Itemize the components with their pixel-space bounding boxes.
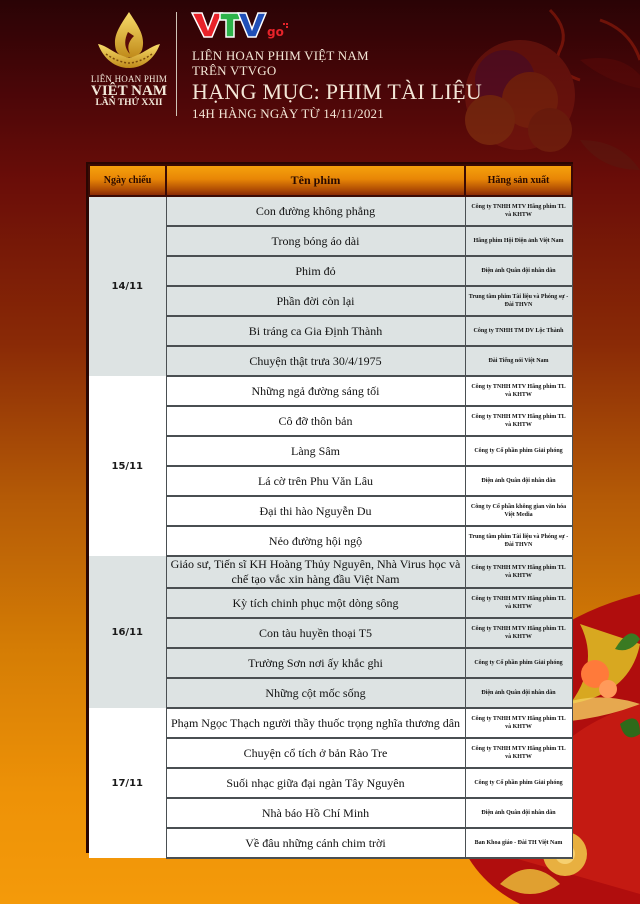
table-row <box>89 708 572 738</box>
column-header-title: Tên phim <box>166 165 465 196</box>
screening-date: 17/11 <box>89 708 166 858</box>
film-title: Phim đỏ <box>166 256 465 286</box>
producer: Công ty Cổ phần phim Giải phóng <box>465 648 572 678</box>
film-title: Phần đời còn lại <box>166 286 465 316</box>
producer: Công ty TNHH MTV Hãng phim TL và KHTW <box>465 376 572 406</box>
producer: Công ty Cổ phần phim Giải phóng <box>465 436 572 466</box>
column-header-producer: Hãng sản xuất <box>465 165 572 196</box>
festival-logo <box>85 10 173 115</box>
film-title: Kỳ tích chinh phục một dòng sông <box>166 588 465 618</box>
header-titles <box>192 48 482 121</box>
film-title: Về đâu những cánh chim trời <box>166 828 465 858</box>
category-title: HẠNG MỤC: PHIM TÀI LIỆU <box>192 79 483 104</box>
producer: Công ty TNHH MTV Hãng phim TL và KHTW <box>465 618 572 648</box>
film-title: Phạm Ngọc Thạch người thầy thuốc trọng nghĩa thương dân <box>166 708 465 738</box>
film-title: Làng Sâm <box>166 436 465 466</box>
screening-date: 16/11 <box>89 556 166 708</box>
producer: Đài Tiếng nói Việt Nam <box>465 346 572 376</box>
column-header-date: Ngày chiếu <box>89 165 166 196</box>
logo-line-2: VIỆT NAM <box>91 83 167 99</box>
schedule-note: 14H HÀNG NGÀY TỪ 14/11/2021 <box>192 106 384 121</box>
logo-line-3: LẦN THỨ XXII <box>95 98 163 108</box>
svg-text:go: go <box>267 25 284 39</box>
film-title: Trong bóng áo dài <box>166 226 465 256</box>
table-row <box>89 196 572 226</box>
film-title: Bi tráng ca Gia Định Thành <box>166 316 465 346</box>
logo-line-1: LIÊN HOAN PHIM <box>90 74 168 84</box>
screening-date: 15/11 <box>89 376 166 556</box>
producer: Công ty TNHH MTV Hãng phim TL và KHTW <box>465 588 572 618</box>
festival-title: LIÊN HOAN PHIM VIỆT NAM <box>192 48 369 63</box>
film-title: Con đường không phẳng <box>166 196 465 226</box>
producer: Hãng phim Hội Điện ảnh Việt Nam <box>465 226 572 256</box>
film-title: Trường Sơn nơi ấy khắc ghi <box>166 648 465 678</box>
film-title: Cô đỡ thôn bản <box>166 406 465 436</box>
film-title: Những ngả đường sáng tối <box>166 376 465 406</box>
producer: Công ty TNHH MTV Hãng phim TL và KHTW <box>465 738 572 768</box>
film-title: Con tàu huyền thoại T5 <box>166 618 465 648</box>
film-title: Lá cờ trên Phu Văn Lâu <box>166 466 465 496</box>
producer: Điện ảnh Quân đội nhân dân <box>465 466 572 496</box>
film-title: Chuyện cổ tích ở bản Rào Tre <box>166 738 465 768</box>
producer: Công ty TNHH MTV Hãng phim TL và KHTW <box>465 708 572 738</box>
film-title: Chuyện thật trưa 30/4/1975 <box>166 346 465 376</box>
screening-date: 14/11 <box>89 196 166 376</box>
film-title: Giáo sư, Tiến sĩ KH Hoàng Thủy Nguyên, Nhà Virus học và chế tạo vắc xin hàng đầu Việt Nam <box>166 556 465 588</box>
producer: Công ty TNHH TM DV Lộc Thành <box>465 316 572 346</box>
film-title: Nhà báo Hồ Chí Minh <box>166 798 465 828</box>
film-title: Những cột mốc sống <box>166 678 465 708</box>
producer: Công ty Cổ phần không gian văn hóa Việt Media <box>465 496 572 526</box>
film-title: Suối nhạc giữa đại ngàn Tây Nguyên <box>166 768 465 798</box>
producer: Điện ảnh Quân đội nhân dân <box>465 798 572 828</box>
film-title: Đại thi hào Nguyễn Du <box>166 496 465 526</box>
producer: Điện ảnh Quân đội nhân dân <box>465 678 572 708</box>
producer: Công ty TNHH MTV Hãng phim TL và KHTW <box>465 556 572 588</box>
producer: Ban Khoa giáo - Đài TH Việt Nam <box>465 828 572 858</box>
lotus-flame-icon <box>94 10 164 72</box>
table-row <box>89 376 572 406</box>
film-title: Nẻo đường hội ngộ <box>166 526 465 556</box>
platform-title: TRÊN VTVGO <box>192 63 277 78</box>
table-row <box>89 556 572 588</box>
producer: Điện ảnh Quân đội nhân dân <box>465 256 572 286</box>
schedule-table <box>88 164 573 859</box>
table-header-row <box>89 165 572 196</box>
producer: Công ty TNHH MTV Hãng phim TL và KHTW <box>465 406 572 436</box>
header-divider <box>176 12 177 116</box>
producer: Công ty Cổ phần phim Giải phóng <box>465 768 572 798</box>
page-header <box>0 0 640 150</box>
producer: Trung tâm phim Tài liệu và Phóng sự - Đài THVN <box>465 286 572 316</box>
vtvgo-logo <box>190 9 290 41</box>
producer: Công ty TNHH MTV Hãng phim TL và KHTW <box>465 196 572 226</box>
schedule-body <box>89 196 572 858</box>
producer: Trung tâm phim Tài liệu và Phóng sự - Đài THVN <box>465 526 572 556</box>
